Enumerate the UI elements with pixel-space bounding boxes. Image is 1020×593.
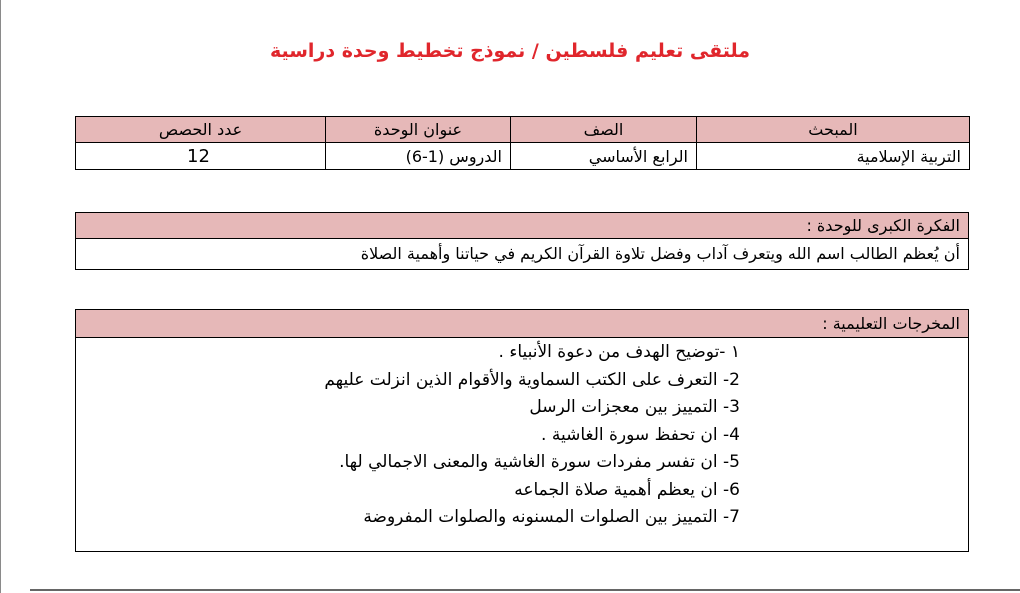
big-idea-text: أن يُعظم الطالب اسم الله ويتعرف آداب وفضل تلاوة القرآن الكريم في حياتنا وأهمية الصلاة [360,244,960,263]
outcome-item: 3- التمييز بين معجزات الرسل [529,397,740,417]
page-bottom-rule [30,589,1020,591]
learning-outcomes-label: المخرجات التعليمية : [76,310,968,338]
header-unit-title: عنوان الوحدة [326,117,511,143]
unit-info-header-row [76,117,970,143]
outcome-item: 2- التعرف على الكتب السماوية والأقوام الذين انزلت عليهم [324,369,740,390]
unit-info-value-row [76,143,970,170]
outcome-item: 7- التمييز بين الصلوات المسنونه والصلوات المفروضة [363,507,740,527]
value-grade: الرابع الأساسي [511,143,697,170]
unit-info-table [75,116,970,170]
big-idea-box [75,212,969,270]
value-unit-title: الدروس (1-6) [326,143,511,170]
learning-outcomes-box [75,309,969,552]
page-left-border [0,0,1,593]
value-subject: التربية الإسلامية [697,143,970,170]
outcome-item: 6- ان يعظم أهمية صلاة الجماعه [514,479,740,500]
header-lesson-count: عدد الحصص [76,117,326,143]
page-title: ملتقى تعليم فلسطين / نموذج تخطيط وحدة دراسية [269,40,751,62]
outcome-item: 5- ان تفسر مفردات سورة الغاشية والمعنى الاجمالي لها. [339,452,740,472]
value-lesson-count: 12 [76,143,326,170]
big-idea-label: الفكرة الكبرى للوحدة : [76,213,968,239]
outcome-item: 4- ان تحفظ سورة الغاشية . [541,424,740,445]
learning-outcomes-list [84,339,960,532]
header-grade: الصف [511,117,697,143]
header-subject: المبحث [697,117,970,143]
outcome-item: ١ -توضيح الهدف من دعوة الأنبياء . [498,342,740,362]
